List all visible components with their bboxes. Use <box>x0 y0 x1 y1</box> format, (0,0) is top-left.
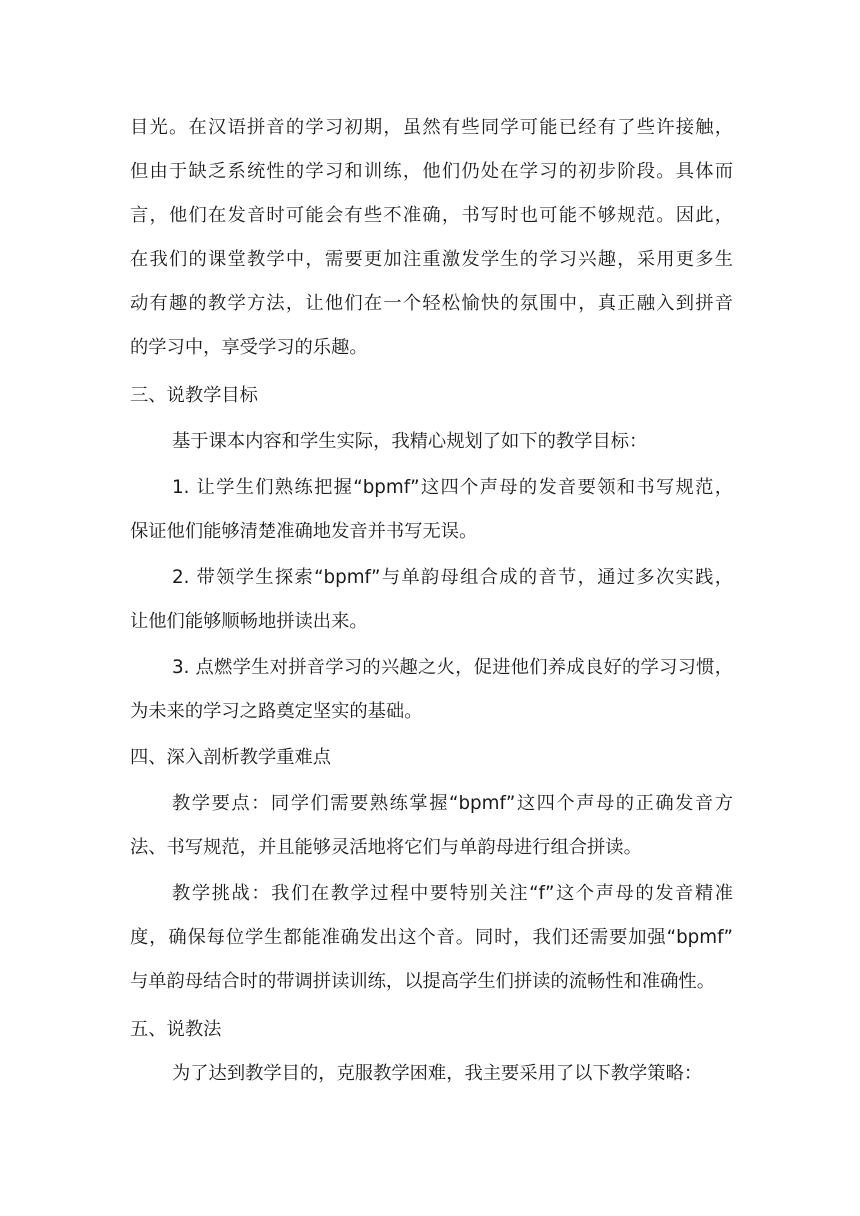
goal-3-line: 为未来的学习之路奠定坚实的基础。 <box>130 701 423 722</box>
paragraph-line: 的学习中，享受学习的乐趣。 <box>130 337 368 358</box>
section-heading-5: 五、说教法 <box>130 1019 222 1040</box>
goals-intro: 基于课本内容和学生实际，我精心规划了如下的教学目标： <box>172 431 648 452</box>
goal-2-line: 2. 带领学生探索“bpmf”与单韵母组合成的音节，通过多次实践， <box>172 567 733 588</box>
paragraph-line: 目光。在汉语拼音的学习初期，虽然有些同学可能已经有了些许接触， <box>130 117 733 138</box>
key-points-line: 法、书写规范，并且能够灵活地将它们与单韵母进行组合拼读。 <box>130 837 642 858</box>
challenges-line: 与单韵母结合时的带调拼读训练，以提高学生们拼读的流畅性和准确性。 <box>130 971 715 992</box>
methods-intro: 为了达到教学目的，克服教学困难，我主要采用了以下教学策略： <box>172 1063 703 1084</box>
goal-3-line: 3. 点燃学生对拼音学习的兴趣之火，促进他们养成良好的学习习惯， <box>172 657 733 678</box>
goal-1-line: 1. 让学生们熟练把握“bpmf”这四个声母的发音要领和书写规范， <box>172 477 733 498</box>
goal-1-line: 保证他们能够清楚准确地发音并书写无误。 <box>130 521 478 542</box>
paragraph-line: 在我们的课堂教学中，需要更加注重激发学生的学习兴趣，采用更多生 <box>130 249 733 270</box>
paragraph-line: 动有趣的教学方法，让他们在一个轻松愉快的氛围中，真正融入到拼音 <box>130 293 733 314</box>
goal-2-line: 让他们能够顺畅地拼读出来。 <box>130 611 368 632</box>
section-heading-3: 三、说教学目标 <box>130 385 258 406</box>
challenges-line: 度，确保每位学生都能准确发出这个音。同时，我们还需要加强“bpmf” <box>130 927 733 948</box>
paragraph-line: 言，他们在发音时可能会有些不准确，书写时也可能不够规范。因此， <box>130 205 733 226</box>
paragraph-line: 但由于缺乏系统性的学习和训练，他们仍处在学习的初步阶段。具体而 <box>130 161 733 182</box>
section-heading-4: 四、深入剖析教学重难点 <box>130 747 332 768</box>
challenges-line: 教学挑战：我们在教学过程中要特别关注“f”这个声母的发音精准 <box>172 883 733 904</box>
key-points-line: 教学要点：同学们需要熟练掌握“bpmf”这四个声母的正确发音方 <box>172 793 733 814</box>
